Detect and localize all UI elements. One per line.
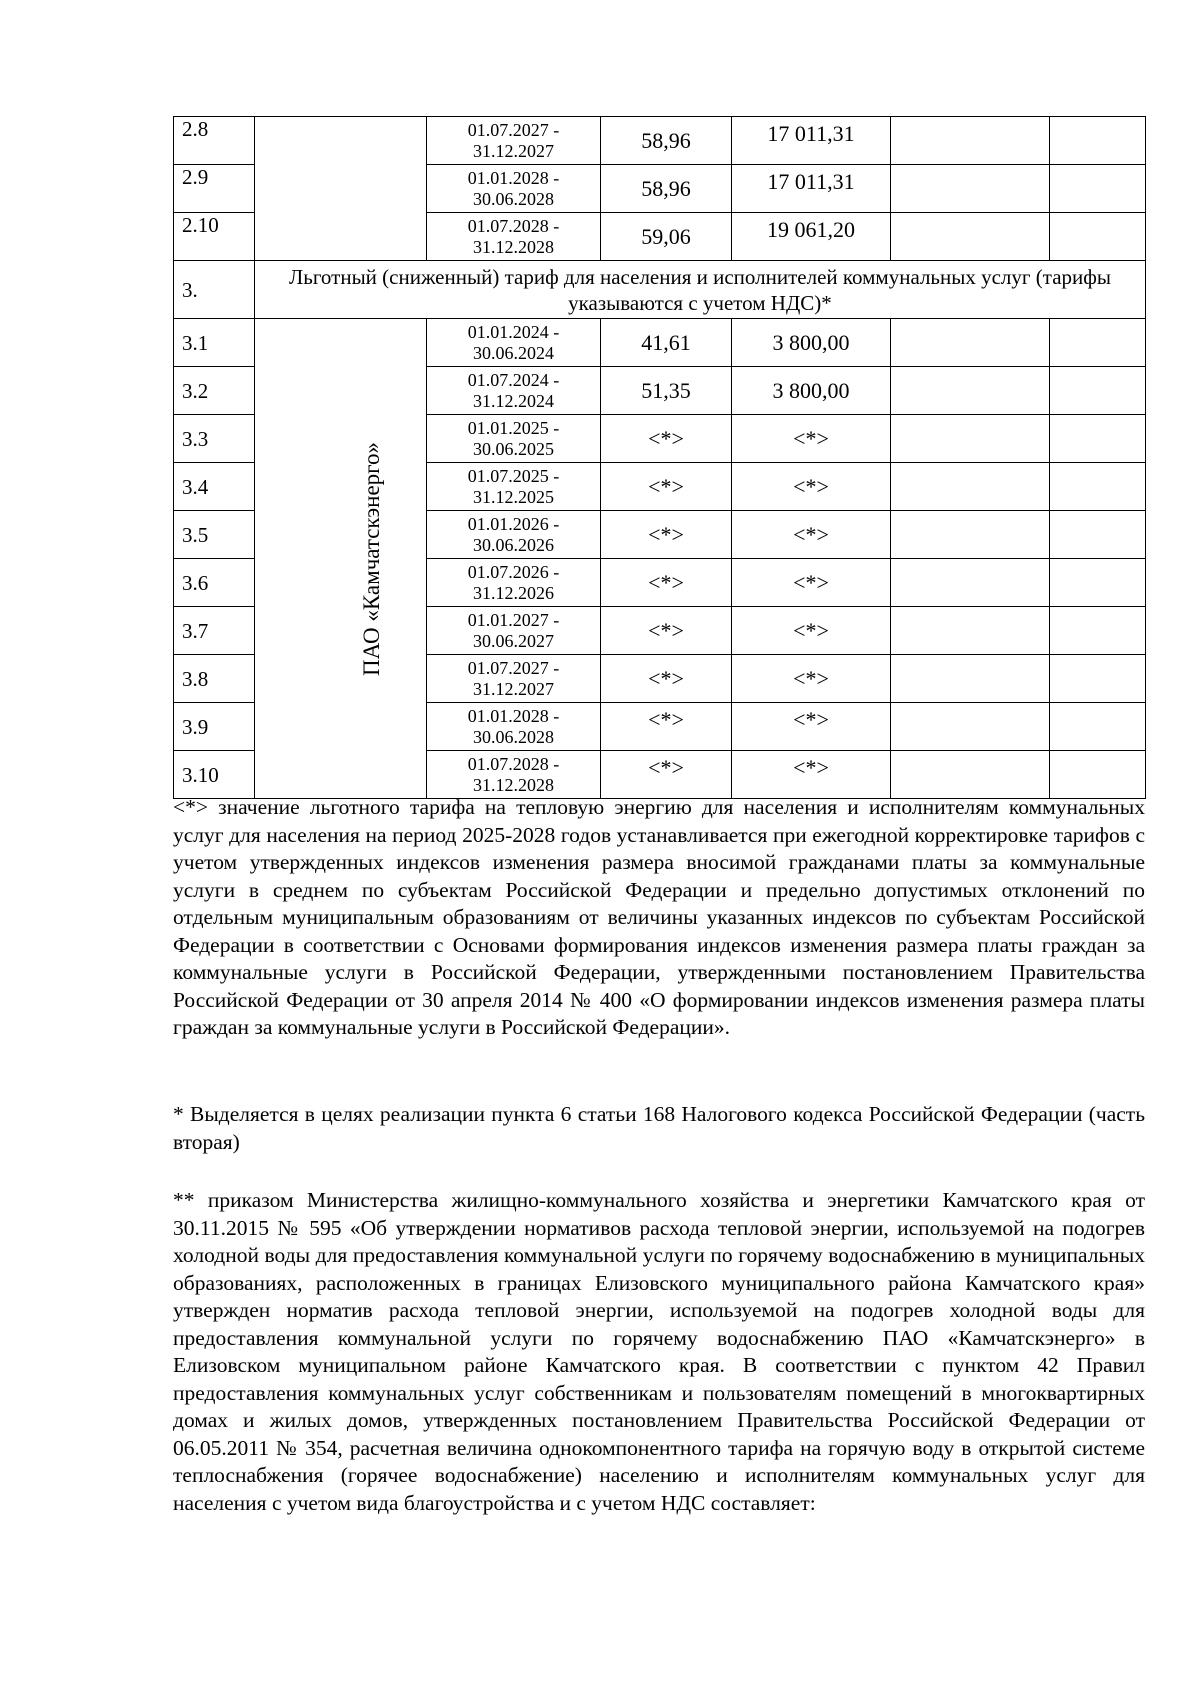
tariff-value-1: 41,61 (601, 319, 732, 367)
empty-cell (1050, 165, 1146, 213)
empty-cell (1050, 511, 1146, 559)
period-cell: 01.07.2024 - 31.12.2024 (427, 367, 601, 415)
period-cell: 01.07.2028 - 31.12.2028 (427, 213, 601, 261)
empty-cell (891, 751, 1050, 799)
empty-cell (1050, 319, 1146, 367)
tariff-value-1: 51,35 (601, 367, 732, 415)
table-row (174, 319, 1146, 367)
tariff-value-2: <*> (732, 463, 891, 511)
note-single-asterisk-text: * Выделяется в целях реализации пункта 6 статьи 168 Налогового кодекса Российской Федерации (часть вторая) (173, 1102, 1145, 1154)
period-cell: 01.07.2026 - 31.12.2026 (427, 559, 601, 607)
empty-cell (891, 213, 1050, 261)
empty-cell (891, 319, 1050, 367)
period-cell: 01.01.2026 - 30.06.2026 (427, 511, 601, 559)
note-asterisk-bracket-text: <*> значение льготного тарифа на тепловую энергию для населения и исполнителям коммунальных услуг для населения на период 2025-2028 годов устанавливается при ежегодной корректировке тарифов с учетом утвержденных индексов изменения размера вносимой гражданами платы за коммунальные услуги в среднем по субъектам Российской Федерации и предельно допустимых отклонений по отдельным муниципальным образованиям от величины указанных индексов по субъектам Российской Федерации в соответствии с Основами формирования индексов изменения размера платы граждан за коммунальные услуги в Российской Федерации, утвержденными постановлением Правительства Российской Федерации от 30 апреля 2014 № 400 «О формировании индексов изменения размера платы граждан за коммунальные услуги в Российской Федерации». (173, 795, 1145, 1039)
empty-cell (891, 117, 1050, 165)
tariff-value-2: <*> (732, 511, 891, 559)
note-double-asterisk (173, 1187, 1145, 1517)
empty-cell (1050, 463, 1146, 511)
row-number: 3.10 (174, 751, 255, 799)
empty-cell (1050, 117, 1146, 165)
period-cell: 01.01.2028 - 30.06.2028 (427, 703, 601, 751)
period-cell: 01.07.2027 - 31.12.2027 (427, 117, 601, 165)
tariff-value-2: <*> (732, 655, 891, 703)
tariff-value-1: 58,96 (601, 117, 732, 165)
row-number: 2.8 (174, 117, 255, 165)
note-asterisk-bracket (173, 794, 1145, 1042)
row-number: 3.5 (174, 511, 255, 559)
note-double-asterisk-text: ** приказом Министерства жилищно-коммунального хозяйства и энергетики Камчатского края от 30.11.2015 № 595 «Об утверждении нормативов расхода тепловой энергии, используемой на подогрев холодной воды для предоставления коммунальной услуги по горячему водоснабжению в муниципальных образованиях, расположенных в границах Елизовского муниципального района Камчатского края» утвержден норматив расхода тепловой энергии, используемой на подогрев холодной воды для предоставления коммунальной услуги по горячему водоснабжению ПАО «Камчатскэнерго» в Елизовском муниципальном районе Камчатского края. В соответствии с пунктом 42 Правил предоставления коммунальных услуг собственникам и пользователям помещений в многоквартирных домах и жилых домов, утвержденных постановлением Правительства Российской Федерации от 06.05.2011 № 354, расчетная величина однокомпонентного тарифа на горячую воду в открытой системе теплоснабжения (горячее водоснабжение) населению и исполнителям коммунальных услуг для населения с учетом вида благоустройства и с учетом НДС составляет: (173, 1188, 1145, 1515)
tariff-value-2: 3 800,00 (732, 319, 891, 367)
period-cell: 01.01.2024 - 30.06.2024 (427, 319, 601, 367)
empty-cell (1050, 655, 1146, 703)
tariff-value-1: <*> (601, 607, 732, 655)
tariff-value-1: <*> (601, 655, 732, 703)
row-number: 3.6 (174, 559, 255, 607)
row-number: 2.9 (174, 165, 255, 213)
empty-cell (891, 511, 1050, 559)
tariff-value-1: <*> (601, 559, 732, 607)
tariff-value-1: <*> (601, 415, 732, 463)
tariff-value-2: <*> (732, 607, 891, 655)
empty-cell (1050, 751, 1146, 799)
tariff-value-1: <*> (601, 463, 732, 511)
tariff-value-1: <*> (601, 511, 732, 559)
tariff-value-1: 58,96 (601, 165, 732, 213)
empty-cell (891, 463, 1050, 511)
period-cell: 01.01.2028 - 30.06.2028 (427, 165, 601, 213)
empty-cell (1050, 213, 1146, 261)
tariff-value-2: 17 011,31 (732, 165, 891, 213)
empty-cell (1050, 703, 1146, 751)
period-cell: 01.01.2027 - 30.06.2027 (427, 607, 601, 655)
tariff-value-2: <*> (732, 751, 891, 799)
row-number: 3.2 (174, 367, 255, 415)
empty-cell (891, 559, 1050, 607)
section-number: 3. (174, 261, 255, 319)
note-single-asterisk (173, 1101, 1145, 1156)
tariff-value-1: 59,06 (601, 213, 732, 261)
empty-cell (891, 367, 1050, 415)
empty-cell (1050, 559, 1146, 607)
empty-cell (891, 655, 1050, 703)
empty-cell (1050, 367, 1146, 415)
tariff-value-1: <*> (601, 703, 732, 751)
tariff-value-2: 19 061,20 (732, 213, 891, 261)
empty-cell (891, 415, 1050, 463)
organization-cell-empty (255, 117, 427, 261)
table-row (174, 117, 1146, 165)
organization-cell (255, 319, 427, 799)
empty-cell (891, 607, 1050, 655)
period-cell: 01.01.2025 - 30.06.2025 (427, 415, 601, 463)
tariff-value-2: <*> (732, 703, 891, 751)
section-title: Льготный (сниженный) тариф для населения и исполнителей коммунальных услуг (тарифы указываются с учетом НДС)* (255, 261, 1146, 319)
row-number: 3.4 (174, 463, 255, 511)
period-cell: 01.07.2027 - 31.12.2027 (427, 655, 601, 703)
tariff-value-1: <*> (601, 751, 732, 799)
row-number: 3.8 (174, 655, 255, 703)
tariff-value-2: <*> (732, 559, 891, 607)
organization-name: ПАО «Камчатскэнерго» (359, 441, 385, 676)
row-number: 3.1 (174, 319, 255, 367)
tariff-value-2: 17 011,31 (732, 117, 891, 165)
empty-cell (1050, 415, 1146, 463)
empty-cell (1050, 607, 1146, 655)
row-number: 2.10 (174, 213, 255, 261)
tariff-value-2: <*> (732, 415, 891, 463)
empty-cell (891, 165, 1050, 213)
period-cell: 01.07.2025 - 31.12.2025 (427, 463, 601, 511)
empty-cell (891, 703, 1050, 751)
row-number: 3.9 (174, 703, 255, 751)
period-cell: 01.07.2028 - 31.12.2028 (427, 751, 601, 799)
tariff-table (173, 116, 1146, 799)
section-header-row (174, 261, 1146, 319)
row-number: 3.3 (174, 415, 255, 463)
tariff-value-2: 3 800,00 (732, 367, 891, 415)
row-number: 3.7 (174, 607, 255, 655)
